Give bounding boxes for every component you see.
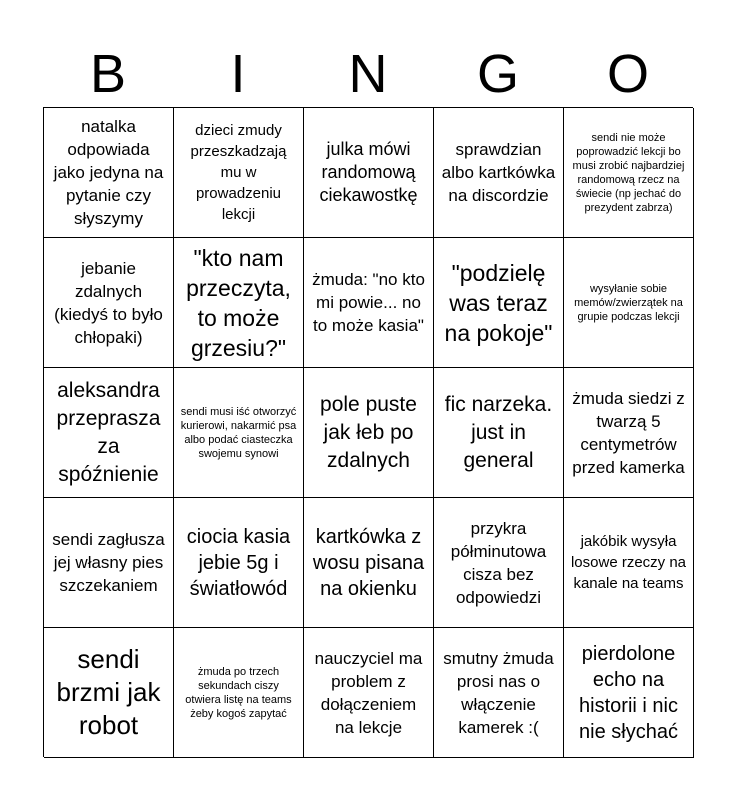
bingo-cell[interactable] [434,108,564,238]
bingo-cell[interactable] [304,628,434,758]
bingo-cell[interactable] [434,628,564,758]
bingo-cell[interactable] [434,368,564,498]
bingo-cell[interactable] [564,238,694,368]
bingo-cell[interactable] [304,238,434,368]
cell-text: smutny żmuda prosi nas o włączenie kamerek :( [443,648,554,737]
cell-text: żmuda: "no kto mi powie... no to może kasia" [312,270,425,335]
bingo-cell[interactable] [304,498,434,628]
cell-text: sendi zagłusza jej własny pies szczekaniem [52,530,165,595]
header-letter-n: N [348,44,388,104]
bingo-cell[interactable] [304,108,434,238]
cell-text: pierdolone echo na historii i nic nie słychać [579,642,678,743]
bingo-cell[interactable] [564,498,694,628]
cell-text: ciocia kasia jebie 5g i światłowód [186,525,291,600]
bingo-cell[interactable] [174,238,304,368]
bingo-cell[interactable] [434,238,564,368]
cell-text: sendi brzmi jak robot [56,644,161,740]
cell-text: kartkówka z wosu pisana na okienku [312,525,425,600]
cell-text: sendi musi iść otworzyć kurierowi, nakarmić psa albo podać ciasteczka swojemu synowi [180,405,297,460]
bingo-cell[interactable] [174,108,304,238]
header-letter-g: G [476,44,519,104]
bingo-cell[interactable] [44,628,174,758]
header-letter-i: I [230,44,246,104]
bingo-header [43,40,693,108]
bingo-cell[interactable] [174,498,304,628]
cell-text: żmuda po trzech sekundach ciszy otwiera listę na teams żeby kogoś zapytać [185,665,292,720]
cell-text: julka mówi randomową ciekawostkę [319,139,418,205]
header-letter-o: O [606,44,649,104]
header-letter-b: B [89,44,127,104]
cell-text: fic narzeka. just in general [444,392,553,472]
bingo-cell[interactable] [434,498,564,628]
cell-text: jakóbik wysyła losowe rzeczy na kanale na teams [570,533,687,592]
cell-text: dzieci zmudy przeszkadzają mu w prowadzeniu lekcji [190,122,287,223]
bingo-grid [43,107,693,757]
bingo-cell[interactable] [174,628,304,758]
bingo-cell[interactable] [564,368,694,498]
bingo-cell[interactable] [44,108,174,238]
bingo-cell[interactable] [44,238,174,368]
cell-text: sendi nie może poprowadzić lekcji bo musi zrobić najbardziej randomową rzecz na świecie (np jechać do prezydent zabrza) [572,131,685,214]
bingo-cell[interactable] [44,368,174,498]
cell-text: natalka odpowiada jako jedyna na pytanie czy słyszymy [53,117,164,228]
bingo-cell[interactable] [44,498,174,628]
cell-text: pole puste jak łeb po zdalnych [320,392,417,472]
cell-text: wysyłanie sobie memów/zwierzątek na grupie podczas lekcji [574,282,683,323]
bingo-cell[interactable] [174,368,304,498]
bingo-cell[interactable] [304,368,434,498]
cell-text: żmuda siedzi z twarzą 5 centymetrów przed kamerka [572,388,685,477]
cell-text: sprawdzian albo kartkówka na discordzie [441,140,556,205]
cell-text: jebanie zdalnych (kiedyś to było chłopaki) [54,258,163,347]
bingo-cell[interactable] [564,108,694,238]
cell-text: nauczyciel ma problem z dołączeniem na lekcje [314,648,423,737]
bingo-cell[interactable] [564,628,694,758]
cell-text: "kto nam przeczyta, to może grzesiu?" [186,244,291,361]
cell-text: "podzielę was teraz na pokoje" [444,259,553,346]
cell-text: aleksandra przeprasza za spóźnienie [56,378,161,486]
cell-text: przykra półminutowa cisza bez odpowiedzi [450,518,547,607]
